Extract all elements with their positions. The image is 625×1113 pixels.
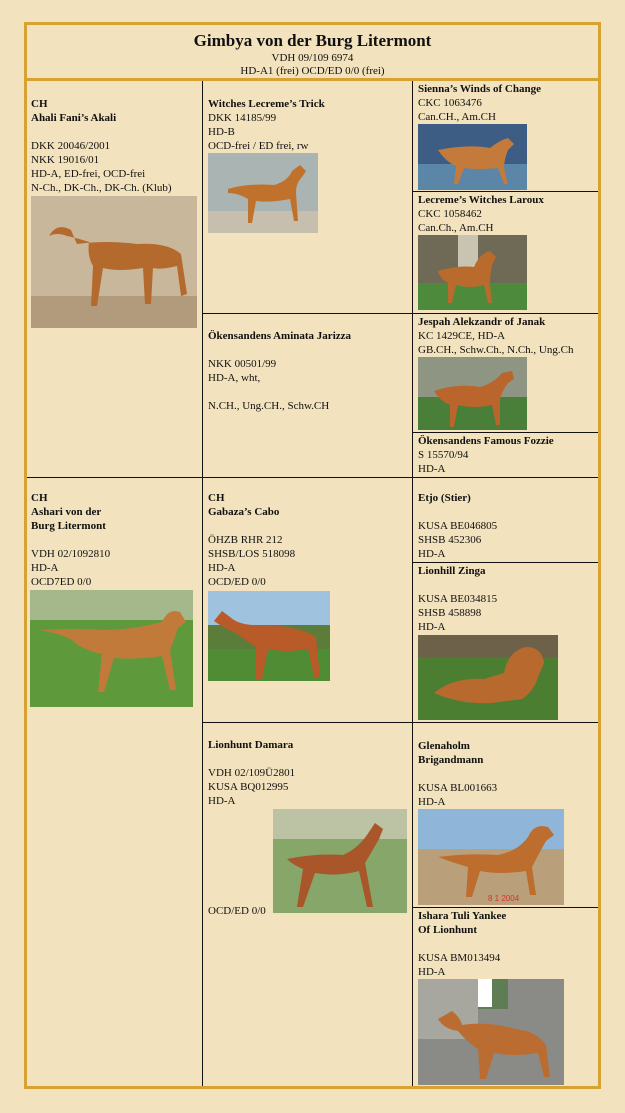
dd-sire-name-1: Glenaholm: [418, 740, 470, 752]
dd-sire-block: [418, 739, 497, 809]
row-divider-g3-1: [412, 191, 598, 192]
ss-sire-block: [418, 82, 541, 124]
dd-sire-line-1: KUSA BL001663: [418, 782, 498, 794]
dam-sire-line-1: ÖHZB RHR 212: [208, 534, 283, 546]
sire-sire-photo: [208, 153, 318, 233]
dd-dam-line-1: KUSA BM013494: [418, 952, 501, 964]
sire-line-2: NKK 19016/01: [31, 154, 100, 166]
dam-line-3: OCD7ED 0/0: [31, 576, 92, 588]
ss-dam-block: [418, 193, 544, 235]
dam-sire-block: [208, 491, 295, 589]
sd-sire-line-1: KC 1429CE, HD-A: [418, 330, 506, 342]
ds-sire-name: Etjo (Stier): [418, 492, 471, 504]
ss-dam-line-1: CKC 1058462: [418, 208, 482, 220]
dam-dam-line-3: HD-A: [208, 795, 236, 807]
dam-dam-photo: [273, 809, 407, 913]
ds-sire-block: [418, 491, 497, 561]
dam-block: [31, 491, 110, 589]
dd-sire-line-2: HD-A: [418, 796, 446, 808]
dam-dam-name: Lionhunt Damara: [208, 739, 294, 751]
ss-dam-name: Lecreme’s Witches Laroux: [418, 194, 544, 206]
sire-line-1: DKK 20046/2001: [31, 140, 111, 152]
sd-dam-block: [418, 434, 554, 476]
dam-name-1: Ashari von der: [31, 506, 102, 518]
sire-dam-line-1: NKK 00501/99: [208, 358, 277, 370]
sd-sire-line-2: GB.CH., Schw.Ch., N.Ch., Ung.Ch: [418, 344, 574, 356]
sire-sire-line-3: OCD-frei / ED frei, rw: [208, 140, 309, 152]
registration-number: VDH 09/109 6974: [271, 52, 354, 64]
dd-dam-name-1: Ishara Tuli Yankee: [418, 910, 507, 922]
dam-dam-block: [208, 738, 295, 808]
sire-line-3: HD-A, ED-frei, OCD-frei: [31, 168, 146, 180]
dam-dam-line-2: KUSA BQ012995: [208, 781, 289, 793]
dam-dam-line-1: VDH 02/109Ü2801: [208, 767, 296, 779]
ds-dam-line-1: KUSA BE034815: [418, 593, 498, 605]
dd-sire-photo: [418, 809, 564, 905]
dam-sire-line-4: OCD/ED 0/0: [208, 576, 266, 588]
dd-dam-photo: [418, 979, 564, 1085]
ds-sire-line-1: KUSA BE046805: [418, 520, 498, 532]
header-divider: [24, 78, 601, 81]
dam-sire-title: CH: [208, 492, 225, 504]
ss-sire-photo: [418, 124, 527, 190]
dam-name-2: Burg Litermont: [31, 520, 106, 532]
sire-dam-line-2: HD-A, wht,: [208, 372, 261, 384]
sire-photo: [31, 196, 197, 328]
row-divider-sire: [202, 313, 598, 314]
sire-title: CH: [31, 98, 48, 110]
dam-sire-line-2: SHSB/LOS 518098: [208, 548, 296, 560]
sd-sire-photo: [418, 357, 527, 430]
sire-sire-name: Witches Lecreme’s Trick: [208, 98, 325, 110]
row-divider-dam: [202, 722, 598, 723]
dam-sire-photo: [208, 591, 330, 681]
dam-line-2: HD-A: [31, 562, 59, 574]
row-divider-g3-4: [412, 907, 598, 908]
ds-sire-line-3: HD-A: [418, 548, 446, 560]
ss-sire-line-1: CKC 1063476: [418, 97, 482, 109]
ss-sire-line-2: Can.CH., Am.CH: [418, 111, 496, 123]
ds-dam-line-3: HD-A: [418, 621, 446, 633]
sire-name: Ahali Fani’s Akali: [31, 112, 117, 124]
sire-dam-block: [208, 329, 351, 413]
ds-dam-block: [418, 564, 497, 634]
dd-sire-name-2: Brigandmann: [418, 754, 484, 766]
sire-dam-name: Ökensandens Aminata Jarizza: [208, 330, 352, 342]
row-divider-g3-2: [412, 432, 598, 433]
dam-photo: [30, 590, 193, 707]
ss-dam-line-2: Can.Ch., Am.CH: [418, 222, 494, 234]
dog-title: Gimbya von der Burg Litermont: [193, 31, 432, 50]
sd-sire-block: [418, 315, 573, 357]
dam-title: CH: [31, 492, 48, 504]
dd-dam-line-2: HD-A: [418, 966, 446, 978]
ss-dam-photo: [418, 235, 527, 310]
sire-sire-line-1: DKK 14185/99: [208, 112, 277, 124]
ss-sire-name: Sienna’s Winds of Change: [418, 83, 541, 95]
ds-dam-name: Lionhill Zinga: [418, 565, 486, 577]
column-divider-1: [202, 81, 203, 1086]
sire-sire-line-2: HD-B: [208, 126, 235, 138]
dam-line-1: VDH 02/1092810: [31, 548, 111, 560]
pedigree-header: [27, 25, 598, 77]
sire-sire-block: [208, 97, 325, 153]
dd-dam-block: [418, 909, 506, 979]
photo-date-stamp: 8 1 2004: [488, 894, 520, 903]
ds-dam-line-2: SHSB 458898: [418, 607, 482, 619]
row-divider-g3-3: [412, 562, 598, 563]
ds-dam-photo: [418, 635, 558, 720]
sd-dam-name: Ökensandens Famous Fozzie: [418, 435, 554, 447]
row-divider-main: [27, 477, 598, 478]
dam-sire-name: Gabaza’s Cabo: [208, 506, 280, 518]
dd-dam-name-2: Of Lionhunt: [418, 924, 477, 936]
ds-sire-line-2: SHSB 452306: [418, 534, 482, 546]
sire-block: [31, 97, 172, 195]
health-results: HD-A1 (frei) OCD/ED 0/0 (frei): [240, 65, 385, 77]
sd-sire-name: Jespah Alekzandr of Janak: [418, 316, 546, 328]
sd-dam-line-1: S 15570/94: [418, 449, 469, 461]
dam-sire-line-3: HD-A: [208, 562, 236, 574]
sire-line-4: N-Ch., DK-Ch., DK-Ch. (Klub): [31, 182, 172, 194]
sire-dam-line-4: N.CH., Ung.CH., Schw.CH: [208, 400, 330, 412]
dam-dam-footer: OCD/ED 0/0: [208, 905, 266, 917]
column-divider-2: [412, 81, 413, 1086]
sd-dam-line-2: HD-A: [418, 463, 446, 475]
